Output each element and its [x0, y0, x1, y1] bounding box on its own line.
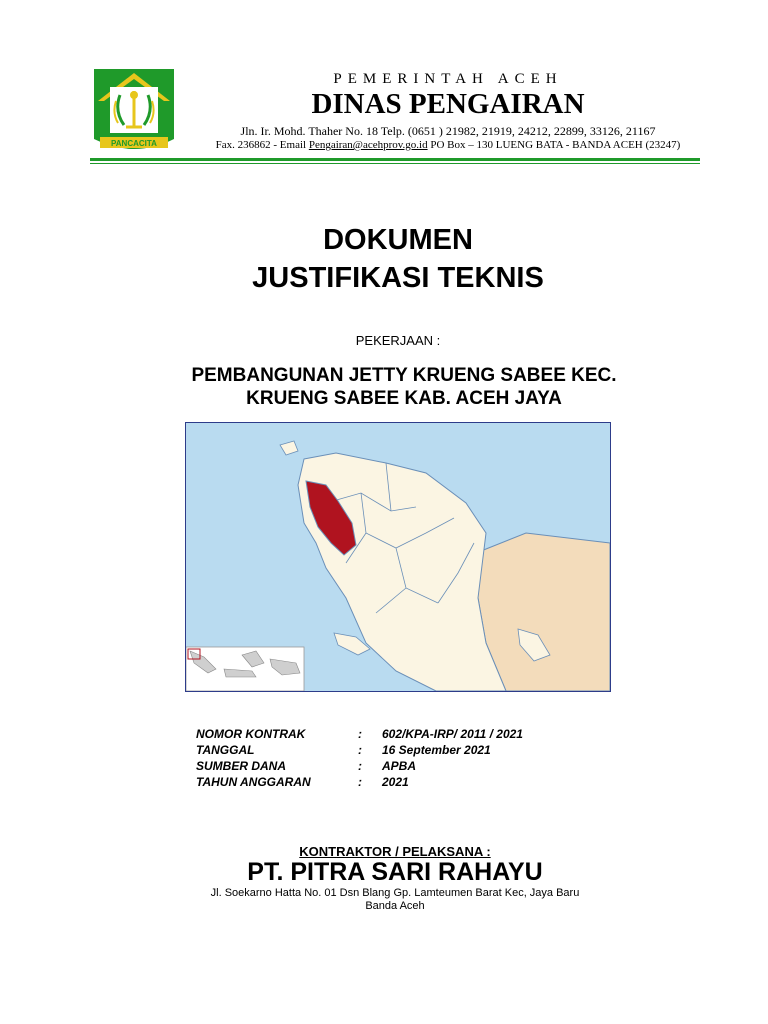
- contractor-label: KONTRAKTOR / PELAKSANA :: [299, 844, 491, 859]
- info-row: [196, 727, 523, 743]
- title-line-1: DOKUMEN: [323, 224, 473, 256]
- job-title-line-1: PEMBANGUNAN JETTY KRUENG SABEE KEC.: [191, 365, 617, 386]
- document-title: [90, 221, 706, 297]
- info-key: SUMBER DANA: [196, 759, 286, 773]
- location-map: [185, 422, 611, 692]
- info-value: APBA: [382, 759, 417, 773]
- agency-address: Jln. Ir. Mohd. Thaher No. 18 Telp. (0651 ) 21982, 21919, 24212, 22899, 33126, 21167: [240, 124, 656, 138]
- government-name: PEMERINTAH ACEH: [333, 71, 563, 87]
- job-title-line-2: KRUENG SABEE KAB. ACEH JAYA: [246, 388, 562, 409]
- po-box-text: PO Box – 130 LUENG BATA - BANDA ACEH (23247): [427, 139, 681, 151]
- agency-logo: [90, 65, 178, 157]
- email-link[interactable]: Pengairan@acehprov.go.id: [308, 139, 428, 151]
- info-row: [196, 759, 523, 775]
- info-colon: :: [358, 775, 362, 789]
- info-key: TAHUN ANGGARAN: [196, 775, 311, 789]
- job-title: [150, 364, 658, 410]
- contract-info-table: [196, 727, 523, 791]
- info-colon: :: [358, 727, 362, 741]
- contractor-address-2: Banda Aceh: [365, 900, 425, 912]
- fax-text: Fax. 236862 - Email: [215, 139, 309, 151]
- letterhead-rule: [90, 158, 700, 161]
- agency-name: DINAS PENGAIRAN: [311, 88, 585, 120]
- info-key: NOMOR KONTRAK: [196, 727, 306, 741]
- logo-text: PANCACITA: [111, 139, 157, 148]
- job-label: PEKERJAAN :: [355, 333, 441, 348]
- info-row: [196, 775, 523, 791]
- contractor-name: PT. PITRA SARI RAHAYU: [247, 858, 543, 886]
- letterhead-rule-thin: [90, 163, 700, 164]
- title-line-2: JUSTIFIKASI TEKNIS: [252, 262, 544, 294]
- info-colon: :: [358, 759, 362, 773]
- info-row: [196, 743, 523, 759]
- info-value: 602/KPA-IRP/ 2011 / 2021: [382, 727, 523, 741]
- agency-contact: [190, 139, 706, 151]
- contractor-address-1: Jl. Soekarno Hatta No. 01 Dsn Blang Gp. Lamteumen Barat Kec, Jaya Baru: [210, 887, 580, 899]
- info-colon: :: [358, 743, 362, 757]
- info-key: TANGGAL: [196, 743, 255, 757]
- info-value: 2021: [382, 775, 409, 789]
- info-value: 16 September 2021: [382, 743, 491, 757]
